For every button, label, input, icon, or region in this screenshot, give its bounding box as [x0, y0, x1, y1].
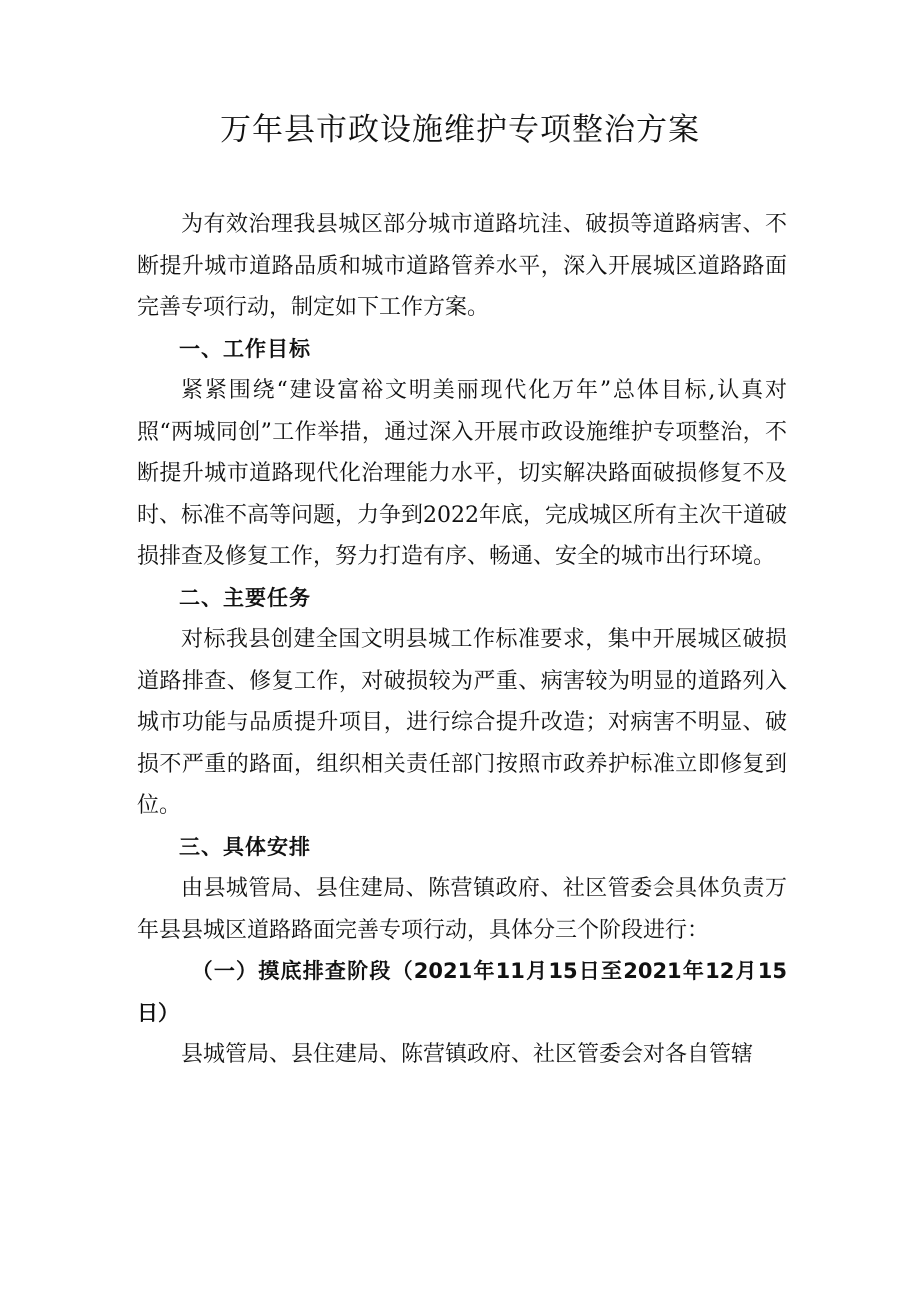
document-body: [137, 204, 787, 1076]
stage-body-survey: 县城管局、县住建局、陈营镇政府、社区管委会对各自管辖: [181, 1042, 754, 1067]
section-heading-arrangements: 三、具体安排: [179, 834, 311, 859]
section-body-tasks: 对标我县创建全国文明县城工作标准要求，集中开展城区破损道路排查、修复工作，对破损较为严重、病害较为明显的道路列入城市功能与品质提升项目，进行综合提升改造；对病害不明显、破损不严重的路面，组织相关责任部门按照市政养护标准立即修复到位。: [137, 627, 787, 818]
section-body-goals: 紧紧围绕“建设富裕文明美丽现代化万年”总体目标,认真对照“两城同创”工作举措，通过深入开展市政设施维护专项整治，不断提升城市道路现代化治理能力水平，切实解决路面破损修复不及时、标准不高等问题，力争到2022年底，完成城区所有主次干道破损排查及修复工作，努力打造有序、畅通、安全的城市出行环境。: [137, 378, 787, 569]
section-heading-tasks: 二、主要任务: [179, 585, 311, 610]
section-body-arrangements: 由县城管局、县住建局、陈营镇政府、社区管委会具体负责万年县县城区道路路面完善专项行动，具体分三个阶段进行：: [137, 876, 787, 943]
document-title: 万年县市政设施维护专项整治方案: [220, 112, 700, 148]
intro-paragraph: 为有效治理我县城区部分城市道路坑洼、破损等道路病害、不断提升城市道路品质和城市道路管养水平，深入开展城区道路路面完善专项行动，制定如下工作方案。: [137, 212, 787, 320]
section-heading-goals: 一、工作目标: [179, 336, 311, 361]
stage-heading-survey: （一）摸底排查阶段（2021年11月15日至2021年12月15日）: [137, 959, 787, 1025]
